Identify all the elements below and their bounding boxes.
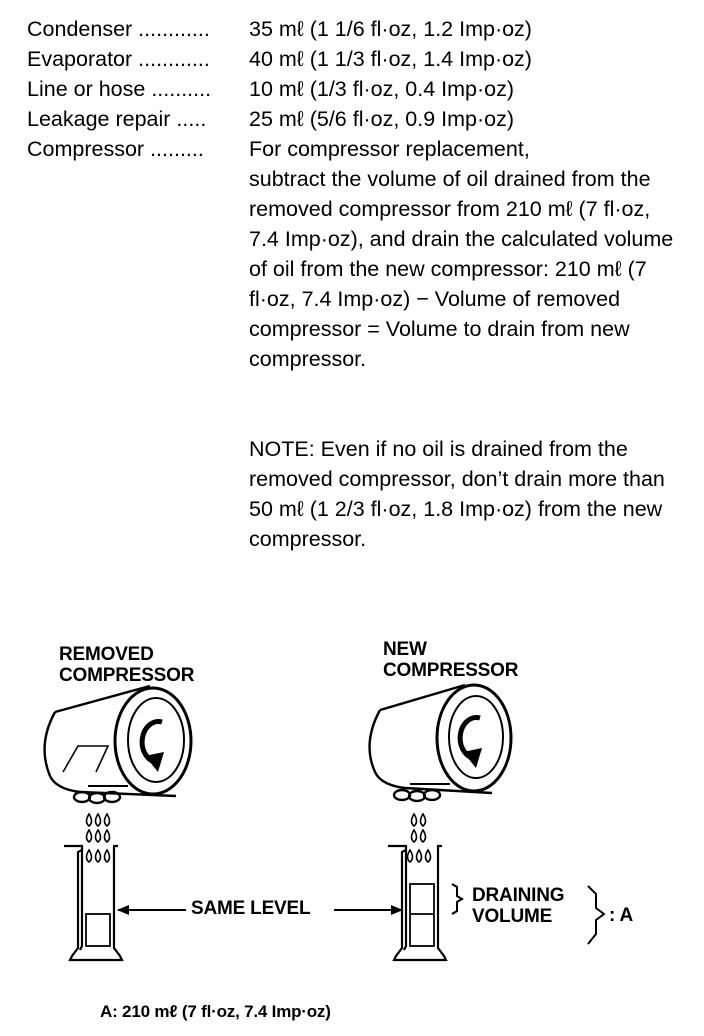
measuring-cylinder-new xyxy=(388,846,446,960)
oil-draining-diagram xyxy=(0,600,704,1036)
spec-row-leakage-repair xyxy=(27,104,687,134)
removed-compressor-illustration xyxy=(45,686,191,803)
spec-value: 40 mℓ (1 1/3 fl·oz, 1.4 Imp·oz) xyxy=(249,47,532,71)
oil-drops-new xyxy=(408,814,431,862)
new-compressor-label: NEW COMPRESSOR xyxy=(383,639,519,681)
spec-row-condenser xyxy=(27,14,687,44)
spec-row-evaporator xyxy=(27,44,687,74)
same-level-label: SAME LEVEL xyxy=(191,898,311,919)
spec-label: Compressor ......... xyxy=(27,137,204,161)
capacity-spec-table xyxy=(27,14,687,164)
spec-value: 25 mℓ (5/6 fl·oz, 0.9 Imp·oz) xyxy=(249,107,515,131)
note-block xyxy=(249,434,679,554)
spec-label: Evaporator ............ xyxy=(27,47,210,71)
spec-value: For compressor replacement, xyxy=(249,137,530,161)
spec-row-compressor xyxy=(27,134,687,164)
compressor-instructions-text: subtract the volume of oil drained from the removed compressor from 210 mℓ (7 fl·oz, 7.4 Imp·oz), and drain the calculated volume of oil from the new compressor: 210 mℓ (7 fl·oz, 7.4 Imp·oz) − Volume of removed compressor = Volume to drain from new compressor. xyxy=(249,167,674,371)
new-compressor-illustration xyxy=(370,685,511,801)
draining-volume-label: DRAINING VOLUME xyxy=(472,885,565,927)
spec-label: Leakage repair ..... xyxy=(27,107,207,131)
note-text: NOTE: Even if no oil is drained from the removed compressor, don’t drain more than 50 mℓ (1 2/3 fl·oz, 1.8 Imp·oz) from the new compressor. xyxy=(249,437,665,551)
spec-label: Condenser ............ xyxy=(27,17,210,41)
a-marker-label: : A xyxy=(609,905,634,926)
draining-volume-bracket xyxy=(452,884,462,914)
oil-drops-removed xyxy=(87,814,110,862)
figure-caption: A: 210 mℓ (7 fl·oz, 7.4 Imp·oz) xyxy=(100,1002,331,1021)
spec-value: 10 mℓ (1/3 fl·oz, 0.4 Imp·oz) xyxy=(249,77,515,101)
removed-compressor-label: REMOVED COMPRESSOR xyxy=(59,644,195,686)
total-volume-bracket xyxy=(588,886,604,944)
spec-value: 35 mℓ (1 1/6 fl·oz, 1.2 Imp·oz) xyxy=(249,17,532,41)
spec-label: Line or hose .......... xyxy=(27,77,212,101)
measuring-cylinder-removed xyxy=(64,846,122,960)
compressor-instructions xyxy=(249,164,679,374)
spec-row-line-or-hose xyxy=(27,74,687,104)
